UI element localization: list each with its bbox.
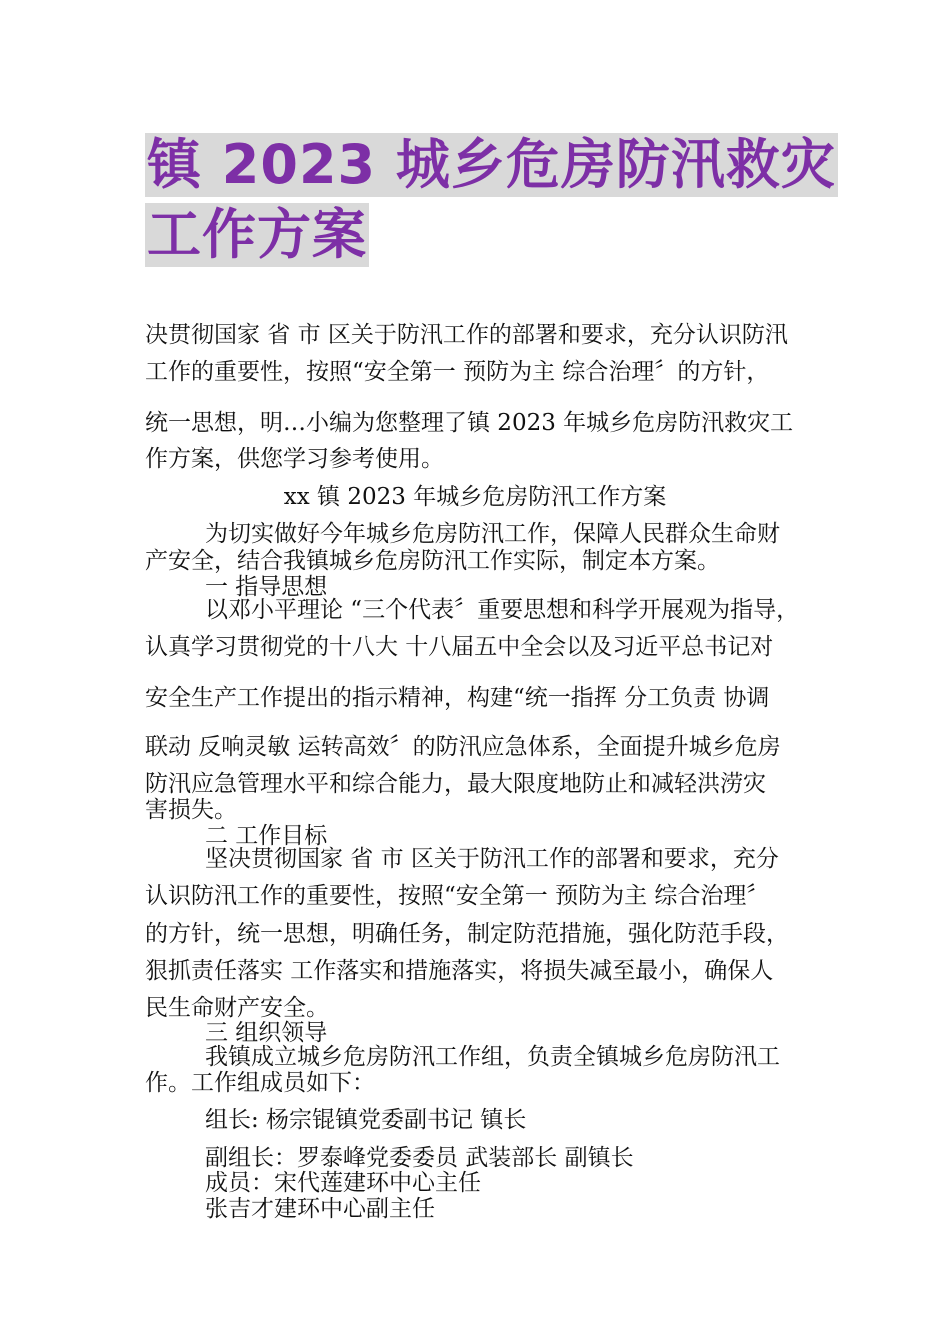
section-heading-1: 一 指导思想	[205, 574, 328, 600]
intro-line-3: 统一思想，明…小编为您整理了镇 2023 年城乡危房防汛救灾工	[145, 410, 794, 436]
section2-line-1: 坚决贯彻国家 省 市 区关于防汛工作的部署和要求，充分	[205, 846, 779, 872]
section1-line-3: 安全生产工作提出的指示精神，构建“统一指挥 分工负责 协调	[145, 685, 770, 711]
preface-line-1: 为切实做好今年城乡危房防汛工作，保障人民群众生命财	[205, 521, 780, 547]
section1-line-6: 害损失。	[145, 797, 237, 823]
section1-line-5: 防汛应急管理水平和综合能力，最大限度地防止和减轻洪涝灾	[145, 771, 766, 797]
member-leader: 组长: 杨宗锟镇党委副书记 镇长	[205, 1107, 527, 1133]
section1-line-4: 联动 反响灵敏 运转高效〞的防汛应急体系，全面提升城乡危房	[145, 734, 781, 760]
section3-line-1: 我镇成立城乡危房防汛工作组，负责全镇城乡危房防汛工	[205, 1044, 780, 1070]
member-2: 张吉才建环中心副主任	[205, 1196, 435, 1222]
intro-line-2: 工作的重要性，按照“安全第一 预防为主 综合治理〞的方针，	[145, 359, 770, 385]
document-title-line-2: 工作方案	[147, 203, 367, 266]
section2-line-4: 狠抓责任落实 工作落实和措施落实，将损失减至最小，确保人	[145, 958, 774, 984]
section-heading-2: 二 工作目标	[205, 823, 328, 849]
section1-line-1: 以邓小平理论 “三个代表〞重要思想和科学开展观为指导，	[205, 597, 800, 623]
section2-line-2: 认识防汛工作的重要性，按照“安全第一 预防为主 综合治理〞	[145, 883, 770, 909]
section2-line-3: 的方针，统一思想，明确任务，制定防范措施，强化防范手段，	[145, 921, 789, 947]
section1-line-2: 认真学习贯彻党的十八大 十八届五中全会以及习近平总书记对	[145, 634, 774, 660]
member-1: 成员：宋代莲建环中心主任	[205, 1170, 481, 1196]
document-title-line-1: 镇 2023 城乡危房防汛救灾	[147, 133, 836, 196]
section3-line-2: 作。工作组成员如下：	[145, 1070, 375, 1096]
doc-subtitle: xx 镇 2023 年城乡危房防汛工作方案	[283, 484, 667, 510]
section-heading-3: 三 组织领导	[205, 1020, 328, 1046]
intro-line-1: 决贯彻国家 省 市 区关于防汛工作的部署和要求，充分认识防汛	[145, 322, 788, 348]
preface-line-2: 产安全，结合我镇城乡危房防汛工作实际，制定本方案。	[145, 548, 720, 574]
section2-line-5: 民生命财产安全。	[145, 995, 329, 1021]
member-deputy-leader: 副组长：罗泰峰党委委员 武装部长 副镇长	[205, 1145, 634, 1171]
intro-line-4: 作方案，供您学习参考使用。	[145, 446, 444, 472]
